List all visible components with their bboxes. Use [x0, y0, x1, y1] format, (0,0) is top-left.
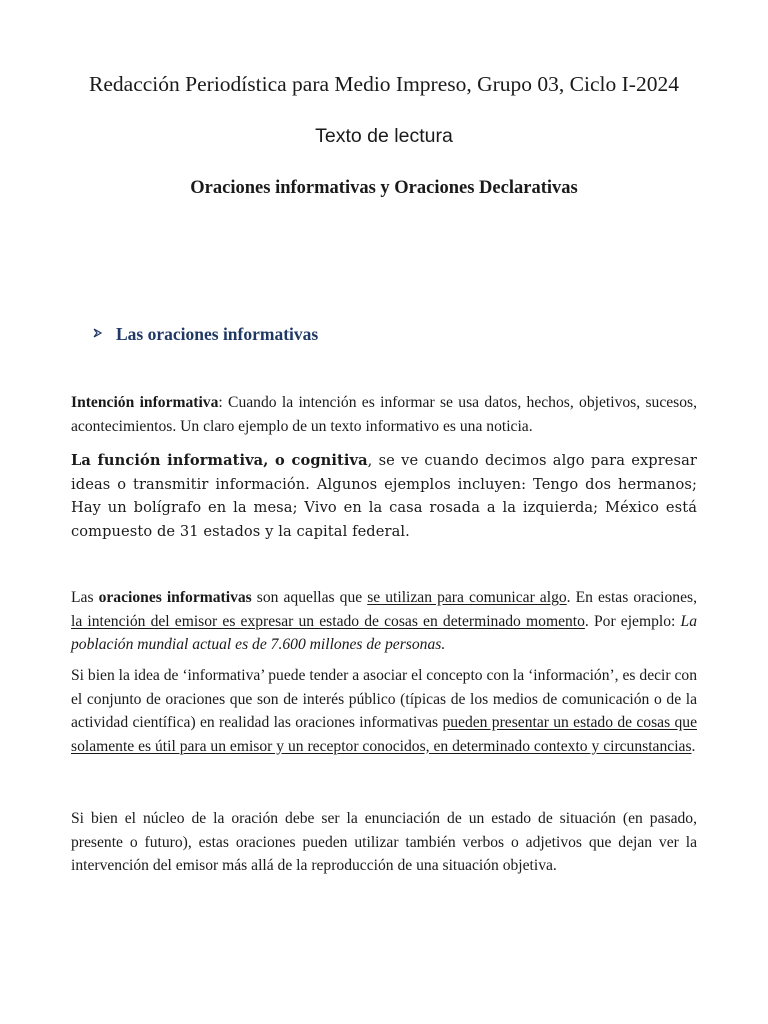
paragraph-text: Si bien la idea de ‘informativa’ puede tender a asociar el concepto con la ‘información’, es decir con el conjunto de oraciones que son de interés público (típicas de los medios de comunicación o de la actividad científica) en realidad las oraciones informativas — [71, 667, 697, 731]
arrow-right-icon — [93, 327, 105, 342]
paragraph-informative-sentences — [71, 586, 697, 657]
term-informative-intention: Intención informativa — [71, 394, 219, 411]
paragraph-information-concept — [71, 664, 697, 758]
paragraph-text: . Por ejemplo: — [584, 612, 681, 630]
underlined-text: la intención del emisor es expresar un estado de cosas en determinado momento — [71, 612, 585, 630]
section-heading — [93, 324, 318, 345]
term-informative-function: La función informativa, o cognitiva — [71, 452, 368, 469]
paragraph-text: . — [691, 737, 696, 755]
paragraph-text: son aquellas que — [251, 589, 368, 606]
paragraph-lead: Las — [71, 589, 99, 606]
section-heading-label: Las oraciones informativas — [116, 324, 319, 344]
example-sentence: La población mundial actual es de 7.600 millones de personas. — [71, 612, 697, 653]
paragraph-text: . En estas oraciones, — [566, 589, 697, 606]
paragraph-sentence-core — [71, 807, 697, 878]
course-title: Redacción Periodística para Medio Impreso, Grupo 03, Ciclo I-2024 — [89, 72, 679, 96]
paragraph-text: : Cuando la intención es informar se usa datos, hechos, objetivos, sucesos, acontecimientos. Un claro ejemplo de un texto informativo es una noticia. — [71, 394, 697, 435]
paragraph-text: Si bien el núcleo de la oración debe ser la enunciación de un estado de situación (en pasado, presente o futuro), estas oraciones pueden utilizar también verbos o adjetivos que dejan ver la intervención del emisor más allá de la reproducción de una situación objetiva. — [71, 810, 697, 874]
paragraph-informative-function — [71, 449, 697, 543]
document-subject: Oraciones informativas y Oraciones Declarativas — [190, 178, 578, 198]
document-type: Texto de lectura — [315, 125, 453, 147]
underlined-text: pueden presentar un estado de cosas que solamente es útil para un emisor y un receptor conocidos, en determinado contexto y circunstancias — [71, 714, 697, 755]
arrow-right-icon-svg — [93, 328, 103, 338]
paragraph-text: , se ve cuando decimos algo para expresar ideas o transmitir información. Algunos ejemplos incluyen: Tengo dos hermanos; Hay un bolígrafo en la mesa; Vivo en la casa rosada a la izquierda; México está compuesto de 31 estados y la capital federal. — [71, 452, 697, 540]
term-informative-sentences: oraciones informativas — [98, 589, 252, 606]
underlined-text: se utilizan para comunicar algo — [367, 589, 567, 606]
paragraph-informative-intention — [71, 391, 697, 438]
